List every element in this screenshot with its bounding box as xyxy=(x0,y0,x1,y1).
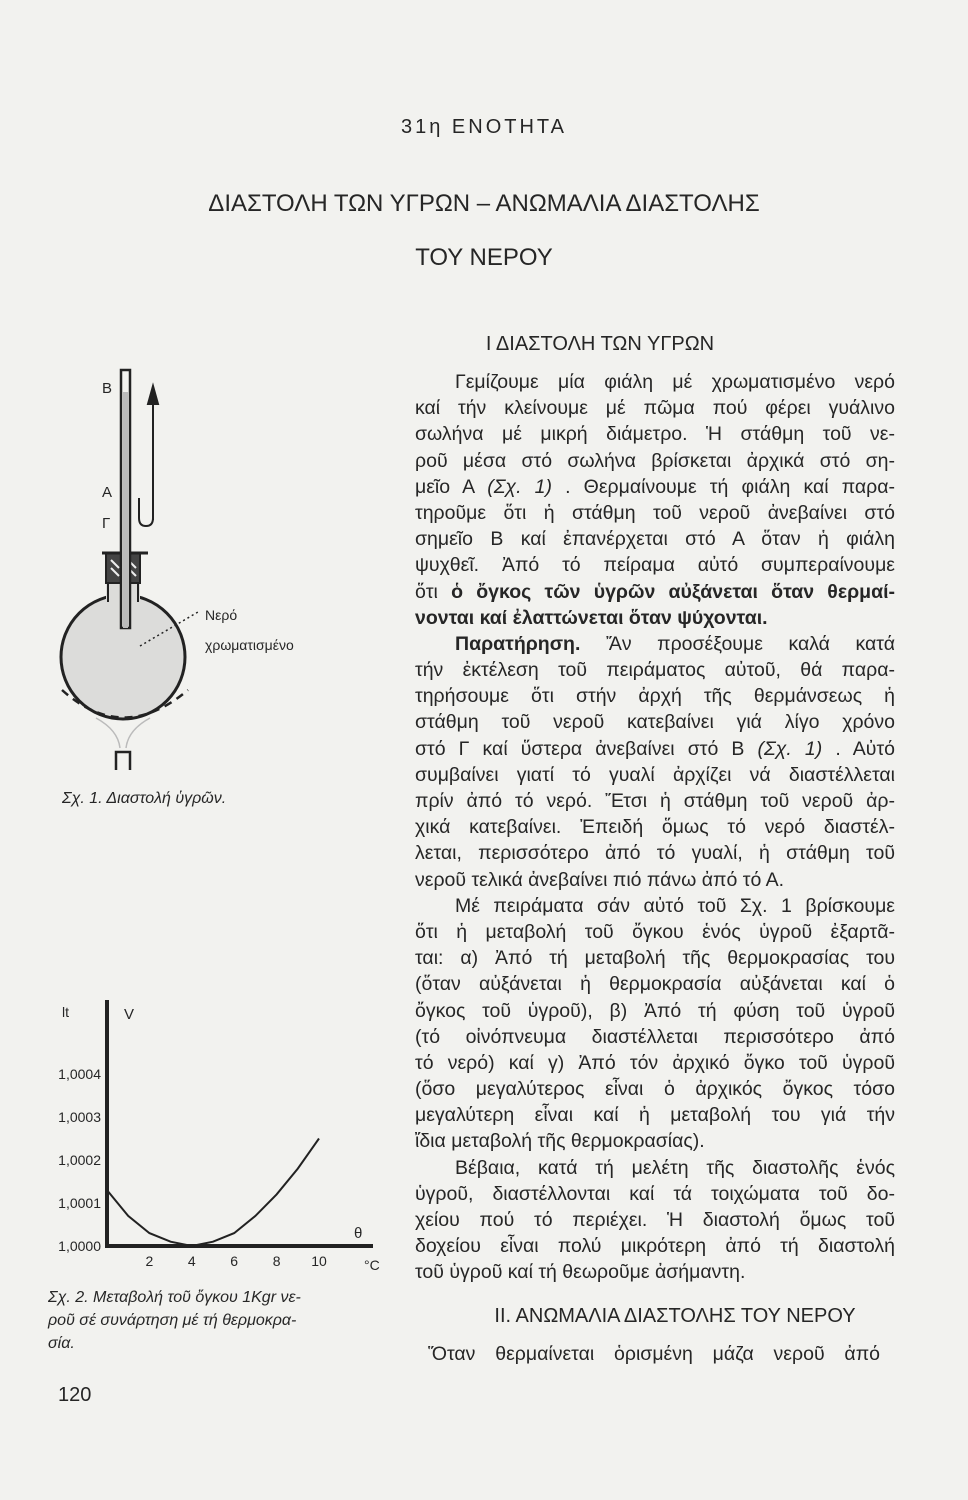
section-heading-2: ΙΙ. ΑΝΩΜΑΛΙΑ ΔΙΑΣΤΟΛΗΣ ΤΟΥ ΝΕΡΟΥ xyxy=(494,1305,856,1327)
figure-2-volume-chart xyxy=(0,980,400,1360)
body-text-line: ψυχθεῖ. Ἀπό τό πείραμα αὐτό συμπεραίνουμε xyxy=(415,554,895,577)
x-tick-label: 2 xyxy=(145,1253,154,1269)
figure-1-flask-diagram xyxy=(0,0,400,820)
chapter-heading: 31η ΕΝΟΤΗΤΑ xyxy=(401,116,567,138)
body-text-line xyxy=(415,579,895,605)
figure-1-caption: Σχ. 1. Διαστολή ὑγρῶν. xyxy=(62,790,227,807)
body-text-line: ὅτι ἡ μεταβολή τοῦ ὄγκου ἑνός ὑγροῦ ἐξαρτᾶ- xyxy=(415,920,895,943)
body-text-line: νεροῦ τελικά ἀνεβαίνει πιό πάνω ἀπό τό Α. xyxy=(415,868,785,891)
text-segment: ὅτι xyxy=(415,580,452,603)
body-text xyxy=(415,369,895,1286)
text-segment: μεῖο Α xyxy=(415,475,488,498)
body-text-line xyxy=(415,474,895,500)
section-heading-1: Ι ΔΙΑΣΤΟΛΗ ΤΩΝ ΥΓΡΩΝ xyxy=(485,333,715,355)
figure-2-caption: Σχ. 2. Μεταβολή τοῦ ὄγκου 1Kgr νε- xyxy=(48,1289,301,1306)
water-label: Νερό xyxy=(205,607,238,623)
body-text-line xyxy=(415,605,895,631)
figure-reference: (Σχ. 1) xyxy=(757,737,823,760)
body-text-line: ροῦ μέσα στό σωλήνα βρίσκεται ἀρχικά στό ση- xyxy=(415,449,895,472)
page-title: ΔΙΑΣΤΟΛΗ ΤΩΝ ΥΓΡΩΝ – ΑΝΩΜΑΛΙΑ ΔΙΑΣΤΟΛΗΣ xyxy=(208,190,760,217)
body-text-line: καί τήν κλείνουμε μέ πῶμα πού φέρει γυάλινο xyxy=(415,397,895,420)
page-number: 120 xyxy=(58,1384,92,1406)
body-text-line: ται: α) Ἀπό τή μεταβολή τῆς θερμοκρασίας του xyxy=(415,947,895,970)
body-text-line: χείου πού τό περιέχει. Ἡ διαστολή ὅμως τοῦ xyxy=(415,1209,895,1231)
bold-text: νονται καί ἐλαττώνεται ὅταν ψύχονται. xyxy=(415,606,768,629)
water-column xyxy=(123,392,128,628)
body-text-line: μεγαλύτερη εἶναι καί ἡ μεταβολή του γιά τήν xyxy=(415,1104,895,1127)
body-text-line: (τό οἰνόπνευμα διαστέλλεται περισσότερο ἀπό xyxy=(415,1025,895,1048)
body-text-line: χικά κατεβαίνει. Ἐπειδή ὅμως τό νερό διαστέλ- xyxy=(415,816,895,839)
u-hook xyxy=(139,498,153,526)
y-tick-label: 1,0003 xyxy=(58,1109,101,1125)
body-text-line: τήν ἐκτέλεση τοῦ πειράματος αὐτοῦ, θά παρα- xyxy=(415,659,895,682)
label-b: Β xyxy=(102,380,113,397)
body-text-line: τό νερό) καί γ) Ἀπό τόν ἀρχικό ὄγκο τοῦ ὑγροῦ xyxy=(415,1051,895,1074)
bold-text: ὁ ὄγκος τῶν ὑγρῶν αὐξάνεται ὅταν θερμαί- xyxy=(451,580,895,603)
y-tick-label: 1,0002 xyxy=(58,1152,101,1168)
body-text-line: λεται, περισσότερο ἀπό τό γυαλί, ἡ στάθμη τοῦ xyxy=(415,842,895,865)
y-tick-label: 1,0001 xyxy=(58,1195,101,1211)
text-segment: στό Γ καί ὕστερα ἀνεβαίνει στό Β xyxy=(415,737,758,760)
body-text-line: (ὅταν αὐξάνεται ἡ θερμοκρασία αὐξάνεται καί ὁ xyxy=(415,973,895,996)
y-tick-label: 1,0000 xyxy=(58,1238,101,1254)
body-text-line: πρίν ἀπό τό νερό. Ἔτσι ἡ στάθμη τοῦ νεροῦ ἀρ- xyxy=(415,790,895,812)
y-axis-label: V xyxy=(124,1006,135,1023)
body-text-line: (ὅσο μεγαλύτερος εἶναι ὁ ἀρχικός ὄγκος τόσο xyxy=(415,1078,895,1101)
x-tick-label: 8 xyxy=(272,1253,281,1269)
body-text-line: ἴδια μεταβολή τῆς θερμοκρασίας). xyxy=(415,1130,705,1153)
burner xyxy=(116,752,130,770)
arrow-up-icon xyxy=(148,386,158,404)
text-segment: . Θερμαίνουμε τή φιάλη καί παρα- xyxy=(565,475,895,498)
x-tick-label: 4 xyxy=(187,1253,196,1269)
x-unit-label: °C xyxy=(364,1257,380,1273)
figure-2-caption: σία. xyxy=(48,1335,75,1352)
body-text-line: ὑγροῦ, διαστέλλονται καί τά τοιχώματα τοῦ δο- xyxy=(415,1182,895,1205)
body-text-line xyxy=(415,736,895,762)
body-text-line: Ὅταν θερμαίνεται ὁρισμένη μάζα νεροῦ ἀπό xyxy=(428,1343,880,1365)
label-gamma: Γ xyxy=(102,515,111,532)
body-text-line: ὄγκος τοῦ ὑγροῦ), β) Ἀπό τή φύση τοῦ ὑγροῦ xyxy=(415,999,895,1022)
body-text-line: Βέβαια, κατά τή μελέτη τῆς διαστολῆς ἑνός xyxy=(455,1156,895,1179)
body-text-line xyxy=(415,631,895,657)
bold-text: Παρατήρηση. xyxy=(455,632,581,655)
water-label-2: χρωματισμένο xyxy=(205,637,294,653)
x-axis-label: θ xyxy=(354,1225,363,1242)
x-tick-label: 10 xyxy=(311,1253,327,1269)
body-text-line: τοῦ ὑγροῦ καί τή θεωροῦμε ἀσήμαντη. xyxy=(415,1261,746,1284)
volume-curve xyxy=(107,1139,319,1247)
page-title-continued: ΤΟΥ ΝΕΡΟΥ xyxy=(415,244,553,271)
body-text-line: Μέ πειράματα σάν αὐτό τοῦ Σχ. 1 βρίσκουμε xyxy=(455,894,895,917)
text-segment: . Αὐτό xyxy=(835,737,895,760)
body-text-line: σημεῖο Β καί ἐπανέρχεται στό Α ὅταν ἡ φιάλη xyxy=(415,528,895,551)
y-tick-label: 1,0004 xyxy=(58,1066,101,1082)
x-tick-label: 6 xyxy=(230,1253,239,1269)
body-text-line: τηροῦμε ὅτι ἡ στάθμη τοῦ νεροῦ ἀνεβαίνει στό xyxy=(415,501,895,524)
body-text-line: σωλήνα μέ μικρή διάμετρο. Ἡ στάθμη τοῦ νε- xyxy=(415,423,895,446)
label-a: Α xyxy=(102,484,113,501)
body-text-line: δοχείου εἶναι πολύ μικρότερη ἀπό τή διαστολή xyxy=(415,1235,895,1258)
body-text-line: Γεμίζουμε μία φιάλη μέ χρωματισμένο νερό xyxy=(455,371,895,393)
text-segment: Ἄν προσέξουμε καλά κατά xyxy=(605,632,895,655)
y-unit-label: lt xyxy=(62,1004,69,1020)
figure-2-caption: ροῦ σέ συνάρτηση μέ τή θερμοκρα- xyxy=(48,1312,297,1329)
body-text-line: στάθμη τοῦ νεροῦ κατεβαίνει γιά λίγο χρόνο xyxy=(415,711,895,734)
body-text-line: τηρήσουμε ὅτι στήν ἀρχή τῆς θερμάνσεως ἡ xyxy=(415,685,895,708)
body-text-line: συμβαίνει γιατί τό γυαλί ἀρχίζει νά διαστέλλεται xyxy=(415,763,895,786)
figure-reference: (Σχ. 1) xyxy=(487,475,552,498)
